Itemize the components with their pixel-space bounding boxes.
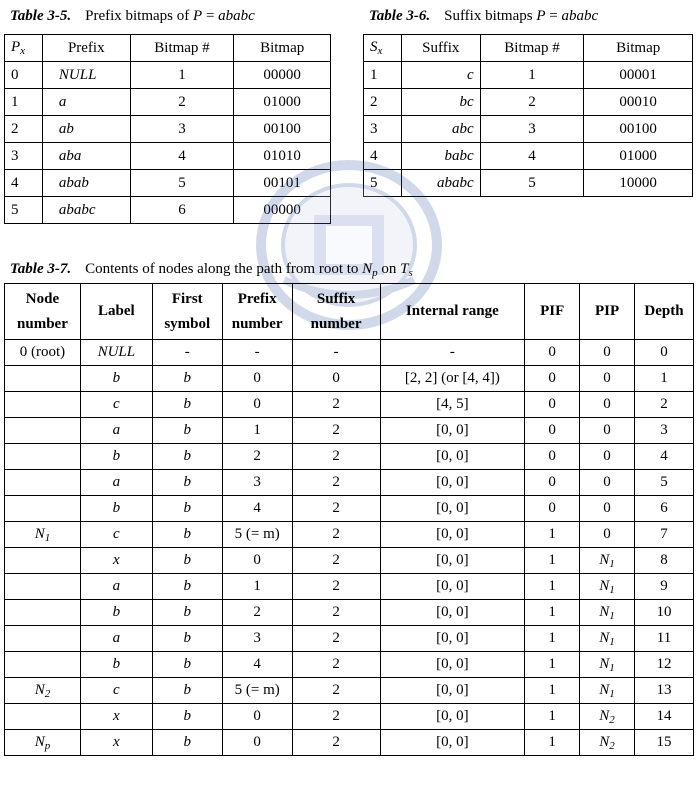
pip-var: N: [599, 551, 610, 568]
cell-label: b: [80, 496, 152, 522]
cell-pif: 1: [525, 600, 580, 626]
cell-prefix-number: 1: [222, 574, 292, 600]
cell-pip: [580, 548, 635, 574]
cell-node-number: [5, 470, 81, 496]
cell-internal-range: [0, 0]: [380, 574, 525, 600]
table-row: [364, 143, 693, 170]
pip-var: N: [599, 577, 610, 594]
table-row: [364, 116, 693, 143]
table-row: [5, 652, 694, 678]
cell-depth: 14: [634, 704, 693, 730]
cell-first-symbol: b: [152, 522, 222, 548]
cell-index: 4: [364, 143, 402, 170]
cell-string: abab: [42, 170, 130, 197]
cell-node-number: [5, 574, 81, 600]
cell-bitmap-number: 1: [130, 62, 234, 89]
cell-bitmap-number: 2: [130, 89, 234, 116]
cell-suffix-number: 2: [292, 574, 380, 600]
cell-suffix-number: 2: [292, 444, 380, 470]
cell-depth: 1: [634, 366, 693, 392]
cell-bitmap: 00000: [234, 197, 331, 224]
cell-pip: 0: [580, 340, 635, 366]
header-depth: Depth: [634, 284, 693, 340]
cell-string: bc: [401, 89, 480, 116]
cell-depth: 7: [634, 522, 693, 548]
cell-first-symbol: b: [152, 574, 222, 600]
cell-bitmap: 00101: [234, 170, 331, 197]
cell-internal-range: [0, 0]: [380, 496, 525, 522]
cell-prefix-number: 0: [222, 704, 292, 730]
cell-suffix-number: 2: [292, 730, 380, 756]
cell-depth: 5: [634, 470, 693, 496]
cell-internal-range: [0, 0]: [380, 470, 525, 496]
cell-node-number: [5, 704, 81, 730]
cell-internal-range: [4, 5]: [380, 392, 525, 418]
cell-first-symbol: b: [152, 704, 222, 730]
node-sub: 2: [44, 687, 51, 700]
table-row: [5, 470, 694, 496]
header-var: P: [11, 39, 21, 55]
caption-value: ababc: [218, 8, 255, 24]
cell-suffix-number: 2: [292, 652, 380, 678]
caption-var: P: [536, 8, 546, 24]
caption-ts: T: [400, 261, 409, 277]
caption-eq: =: [545, 8, 562, 24]
header-sx: [364, 35, 402, 62]
header-bitmap: Bitmap: [584, 35, 693, 62]
pip-sub: 1: [609, 661, 615, 674]
cell-depth: 11: [634, 626, 693, 652]
cell-prefix-number: 0: [222, 366, 292, 392]
cell-internal-range: [2, 2] (or [4, 4]): [380, 366, 525, 392]
cell-label: a: [80, 470, 152, 496]
header-line: Prefix: [237, 290, 277, 307]
cell-internal-range: [0, 0]: [380, 548, 525, 574]
cell-string: ababc: [42, 197, 130, 224]
cell-suffix-number: 2: [292, 392, 380, 418]
cell-node-number: [5, 548, 81, 574]
header-prefix: Prefix: [42, 35, 130, 62]
cell-label: x: [80, 704, 152, 730]
cell-bitmap-number: 3: [130, 116, 234, 143]
cell-pip: [580, 600, 635, 626]
header-label: Label: [80, 284, 152, 340]
table-row: [5, 678, 694, 704]
cell-bitmap-number: 6: [130, 197, 234, 224]
caption-on: on: [377, 261, 401, 277]
cell-string: NULL: [42, 62, 130, 89]
table-header-row: [364, 35, 693, 62]
cell-label: b: [80, 652, 152, 678]
cell-pif: 0: [525, 392, 580, 418]
caption-number: Table 3-5.: [10, 8, 72, 24]
cell-bitmap-number: 4: [130, 143, 234, 170]
cell-string: c: [401, 62, 480, 89]
cell-first-symbol: b: [152, 418, 222, 444]
cell-index: 5: [5, 197, 43, 224]
table-row: [5, 116, 331, 143]
table-row: [5, 704, 694, 730]
cell-prefix-number: 5 (= m): [222, 678, 292, 704]
suffix-bitmap-table: [363, 34, 693, 197]
table-row: [5, 444, 694, 470]
table-row: [5, 574, 694, 600]
prefix-bitmap-table: [4, 34, 331, 224]
cell-node-number: [5, 678, 81, 704]
cell-pif: 0: [525, 366, 580, 392]
table-row: [5, 89, 331, 116]
cell-first-symbol: b: [152, 470, 222, 496]
cell-prefix-number: 0: [222, 392, 292, 418]
cell-depth: 2: [634, 392, 693, 418]
cell-pip: [580, 652, 635, 678]
pip-sub: 2: [609, 713, 615, 726]
cell-label: x: [80, 548, 152, 574]
cell-label: a: [80, 574, 152, 600]
cell-node-number: [5, 522, 81, 548]
cell-bitmap: 10000: [584, 170, 693, 197]
table-row: [5, 418, 694, 444]
cell-internal-range: [0, 0]: [380, 418, 525, 444]
cell-index: 4: [5, 170, 43, 197]
cell-index: 1: [364, 62, 402, 89]
table-row: [5, 197, 331, 224]
cell-suffix-number: 2: [292, 470, 380, 496]
cell-node-number: [5, 366, 81, 392]
header-internal-range: Internal range: [380, 284, 525, 340]
cell-internal-range: [0, 0]: [380, 652, 525, 678]
cell-string: babc: [401, 143, 480, 170]
table-row: [364, 62, 693, 89]
table-row: [364, 170, 693, 197]
cell-internal-range: [0, 0]: [380, 600, 525, 626]
caption-text: Suffix bitmaps: [444, 8, 537, 24]
cell-node-number: [5, 418, 81, 444]
cell-label: c: [80, 522, 152, 548]
cell-bitmap: 00010: [584, 89, 693, 116]
table-row: [5, 522, 694, 548]
cell-bitmap: 01000: [234, 89, 331, 116]
cell-bitmap-number: 1: [480, 62, 584, 89]
header-line: symbol: [164, 315, 211, 332]
cell-depth: 8: [634, 548, 693, 574]
cell-pif: 0: [525, 444, 580, 470]
cell-pif: 1: [525, 548, 580, 574]
table-row: [5, 600, 694, 626]
cell-prefix-number: 4: [222, 496, 292, 522]
cell-node-number: [5, 392, 81, 418]
cell-bitmap: 00100: [234, 116, 331, 143]
cell-pip: 0: [580, 418, 635, 444]
pip-var: N: [599, 629, 610, 646]
table-row: [5, 548, 694, 574]
cell-prefix-number: 1: [222, 418, 292, 444]
caption-eq: =: [202, 8, 219, 24]
header-sub: x: [20, 45, 26, 57]
cell-depth: 4: [634, 444, 693, 470]
cell-bitmap: 00001: [584, 62, 693, 89]
header-line: First: [171, 290, 203, 307]
pip-sub: 2: [609, 739, 615, 752]
cell-label: b: [80, 366, 152, 392]
cell-depth: 10: [634, 600, 693, 626]
cell-pip: 0: [580, 392, 635, 418]
caption-value: ababc: [561, 8, 599, 24]
cell-first-symbol: b: [152, 652, 222, 678]
pip-var: N: [599, 733, 610, 750]
cell-internal-range: [0, 0]: [380, 678, 525, 704]
header-line: Suffix: [316, 290, 356, 307]
header-bitmap-num: Bitmap #: [480, 35, 584, 62]
cell-suffix-number: 2: [292, 600, 380, 626]
cell-suffix-number: 2: [292, 548, 380, 574]
cell-label: c: [80, 392, 152, 418]
cell-index: 5: [364, 170, 402, 197]
header-bitmap-num: Bitmap #: [130, 35, 234, 62]
header-prefix-number: [222, 284, 292, 340]
table-row: [5, 340, 694, 366]
cell-pip: 0: [580, 366, 635, 392]
cell-depth: 13: [634, 678, 693, 704]
caption-np: N: [362, 261, 373, 277]
cell-node-number: [5, 496, 81, 522]
header-sub: x: [377, 45, 383, 57]
cell-bitmap-number: 5: [130, 170, 234, 197]
cell-suffix-number: 2: [292, 522, 380, 548]
table-row: [5, 626, 694, 652]
node-contents-table: [4, 283, 694, 756]
caption-number: Table 3-6.: [369, 8, 431, 24]
cell-label: b: [80, 444, 152, 470]
cell-pif: 1: [525, 678, 580, 704]
cell-bitmap-number: 4: [480, 143, 584, 170]
cell-pif: 1: [525, 626, 580, 652]
cell-internal-range: [0, 0]: [380, 626, 525, 652]
cell-suffix-number: 2: [292, 704, 380, 730]
cell-internal-range: [0, 0]: [380, 444, 525, 470]
table-row: [5, 392, 694, 418]
cell-label: x: [80, 730, 152, 756]
cell-index: 2: [5, 116, 43, 143]
cell-first-symbol: b: [152, 366, 222, 392]
cell-prefix-number: 0: [222, 730, 292, 756]
cell-pif: 0: [525, 418, 580, 444]
table-row: [5, 730, 694, 756]
cell-first-symbol: b: [152, 392, 222, 418]
cell-node-number: [5, 626, 81, 652]
cell-first-symbol: b: [152, 626, 222, 652]
table-row: [5, 170, 331, 197]
cell-bitmap-number: 3: [480, 116, 584, 143]
header-suffix-number: [292, 284, 380, 340]
cell-depth: 9: [634, 574, 693, 600]
header-line: Node: [25, 290, 60, 307]
node-sub: p: [44, 739, 51, 752]
table-row: [5, 366, 694, 392]
cell-prefix-number: 2: [222, 444, 292, 470]
cell-index: 2: [364, 89, 402, 116]
cell-pif: 1: [525, 574, 580, 600]
table-row: [5, 143, 331, 170]
cell-first-symbol: b: [152, 730, 222, 756]
cell-index: 3: [5, 143, 43, 170]
node-var: N: [34, 681, 45, 698]
cell-pif: 1: [525, 652, 580, 678]
cell-string: a: [42, 89, 130, 116]
cell-first-symbol: -: [152, 340, 222, 366]
node-var: N: [34, 525, 45, 542]
header-var: S: [370, 39, 378, 55]
header-line: number: [231, 315, 283, 332]
cell-depth: 3: [634, 418, 693, 444]
caption-text: Contents of nodes along the path from root to: [85, 261, 363, 277]
header-bitmap: Bitmap: [234, 35, 331, 62]
table-header-row: [5, 284, 694, 340]
cell-label: a: [80, 626, 152, 652]
cell-depth: 12: [634, 652, 693, 678]
cell-bitmap-number: 5: [480, 170, 584, 197]
caption-text: Prefix bitmaps of: [85, 8, 194, 24]
cell-prefix-number: 5 (= m): [222, 522, 292, 548]
cell-node-number: [5, 730, 81, 756]
cell-pif: 1: [525, 522, 580, 548]
cell-label: c: [80, 678, 152, 704]
cell-pip: [580, 678, 635, 704]
cell-bitmap: 00100: [584, 116, 693, 143]
pip-var: N: [599, 603, 610, 620]
table-row: [5, 62, 331, 89]
cell-node-number: [5, 652, 81, 678]
cell-pif: 0: [525, 496, 580, 522]
cell-internal-range: [0, 0]: [380, 522, 525, 548]
cell-depth: 15: [634, 730, 693, 756]
table-3-5-caption: [10, 8, 255, 25]
table-3-6-caption: [369, 8, 598, 25]
pip-sub: 1: [609, 687, 615, 700]
pip-sub: 1: [609, 583, 615, 596]
header-pif: PIF: [525, 284, 580, 340]
cell-node-number: 0 (root): [5, 340, 81, 366]
header-px: [5, 35, 43, 62]
cell-prefix-number: 3: [222, 626, 292, 652]
caption-number: Table 3-7.: [10, 261, 72, 277]
cell-prefix-number: 4: [222, 652, 292, 678]
cell-pip: 0: [580, 522, 635, 548]
caption-var: P: [193, 8, 203, 24]
cell-suffix-number: -: [292, 340, 380, 366]
cell-suffix-number: 2: [292, 496, 380, 522]
cell-pip: [580, 574, 635, 600]
cell-first-symbol: b: [152, 678, 222, 704]
cell-first-symbol: b: [152, 496, 222, 522]
cell-node-number: [5, 600, 81, 626]
header-suffix: Suffix: [401, 35, 480, 62]
table-row: [364, 89, 693, 116]
cell-bitmap: 01000: [584, 143, 693, 170]
cell-pip: 0: [580, 496, 635, 522]
cell-suffix-number: 2: [292, 626, 380, 652]
cell-bitmap-number: 2: [480, 89, 584, 116]
cell-prefix-number: 2: [222, 600, 292, 626]
cell-bitmap: 01010: [234, 143, 331, 170]
header-line: number: [17, 315, 68, 332]
header-node-number: [5, 284, 81, 340]
cell-label: NULL: [80, 340, 152, 366]
cell-pip: [580, 730, 635, 756]
pip-sub: 1: [609, 557, 615, 570]
cell-string: aba: [42, 143, 130, 170]
pip-sub: 1: [609, 609, 615, 622]
cell-depth: 0: [634, 340, 693, 366]
table-row: [5, 496, 694, 522]
cell-suffix-number: 0: [292, 366, 380, 392]
cell-index: 3: [364, 116, 402, 143]
cell-pip: [580, 626, 635, 652]
cell-prefix-number: -: [222, 340, 292, 366]
cell-pif: 0: [525, 470, 580, 496]
cell-pip: 0: [580, 444, 635, 470]
cell-node-number: [5, 444, 81, 470]
pip-sub: 1: [609, 635, 615, 648]
table-header-row: [5, 35, 331, 62]
cell-first-symbol: b: [152, 444, 222, 470]
cell-internal-range: -: [380, 340, 525, 366]
cell-prefix-number: 3: [222, 470, 292, 496]
cell-label: b: [80, 600, 152, 626]
node-var: N: [34, 733, 45, 750]
node-sub: 1: [44, 531, 51, 544]
pip-var: N: [599, 655, 610, 672]
cell-index: 1: [5, 89, 43, 116]
cell-index: 0: [5, 62, 43, 89]
cell-prefix-number: 0: [222, 548, 292, 574]
cell-suffix-number: 2: [292, 418, 380, 444]
cell-label: a: [80, 418, 152, 444]
cell-suffix-number: 2: [292, 678, 380, 704]
cell-first-symbol: b: [152, 600, 222, 626]
table-3-7-caption: [10, 261, 413, 279]
cell-bitmap: 00000: [234, 62, 331, 89]
cell-first-symbol: b: [152, 548, 222, 574]
cell-pif: 0: [525, 340, 580, 366]
cell-string: abc: [401, 116, 480, 143]
cell-pif: 1: [525, 704, 580, 730]
header-pip: PIP: [580, 284, 635, 340]
cell-string: ab: [42, 116, 130, 143]
cell-internal-range: [0, 0]: [380, 730, 525, 756]
cell-string: ababc: [401, 170, 480, 197]
pip-var: N: [599, 707, 610, 724]
caption-np-sub: p: [372, 267, 378, 279]
header-first-symbol: [152, 284, 222, 340]
caption-ts-sub: s: [408, 267, 413, 279]
cell-pip: [580, 704, 635, 730]
cell-pip: 0: [580, 470, 635, 496]
header-line: number: [310, 315, 362, 332]
cell-pif: 1: [525, 730, 580, 756]
pip-var: N: [599, 681, 610, 698]
cell-depth: 6: [634, 496, 693, 522]
cell-internal-range: [0, 0]: [380, 704, 525, 730]
